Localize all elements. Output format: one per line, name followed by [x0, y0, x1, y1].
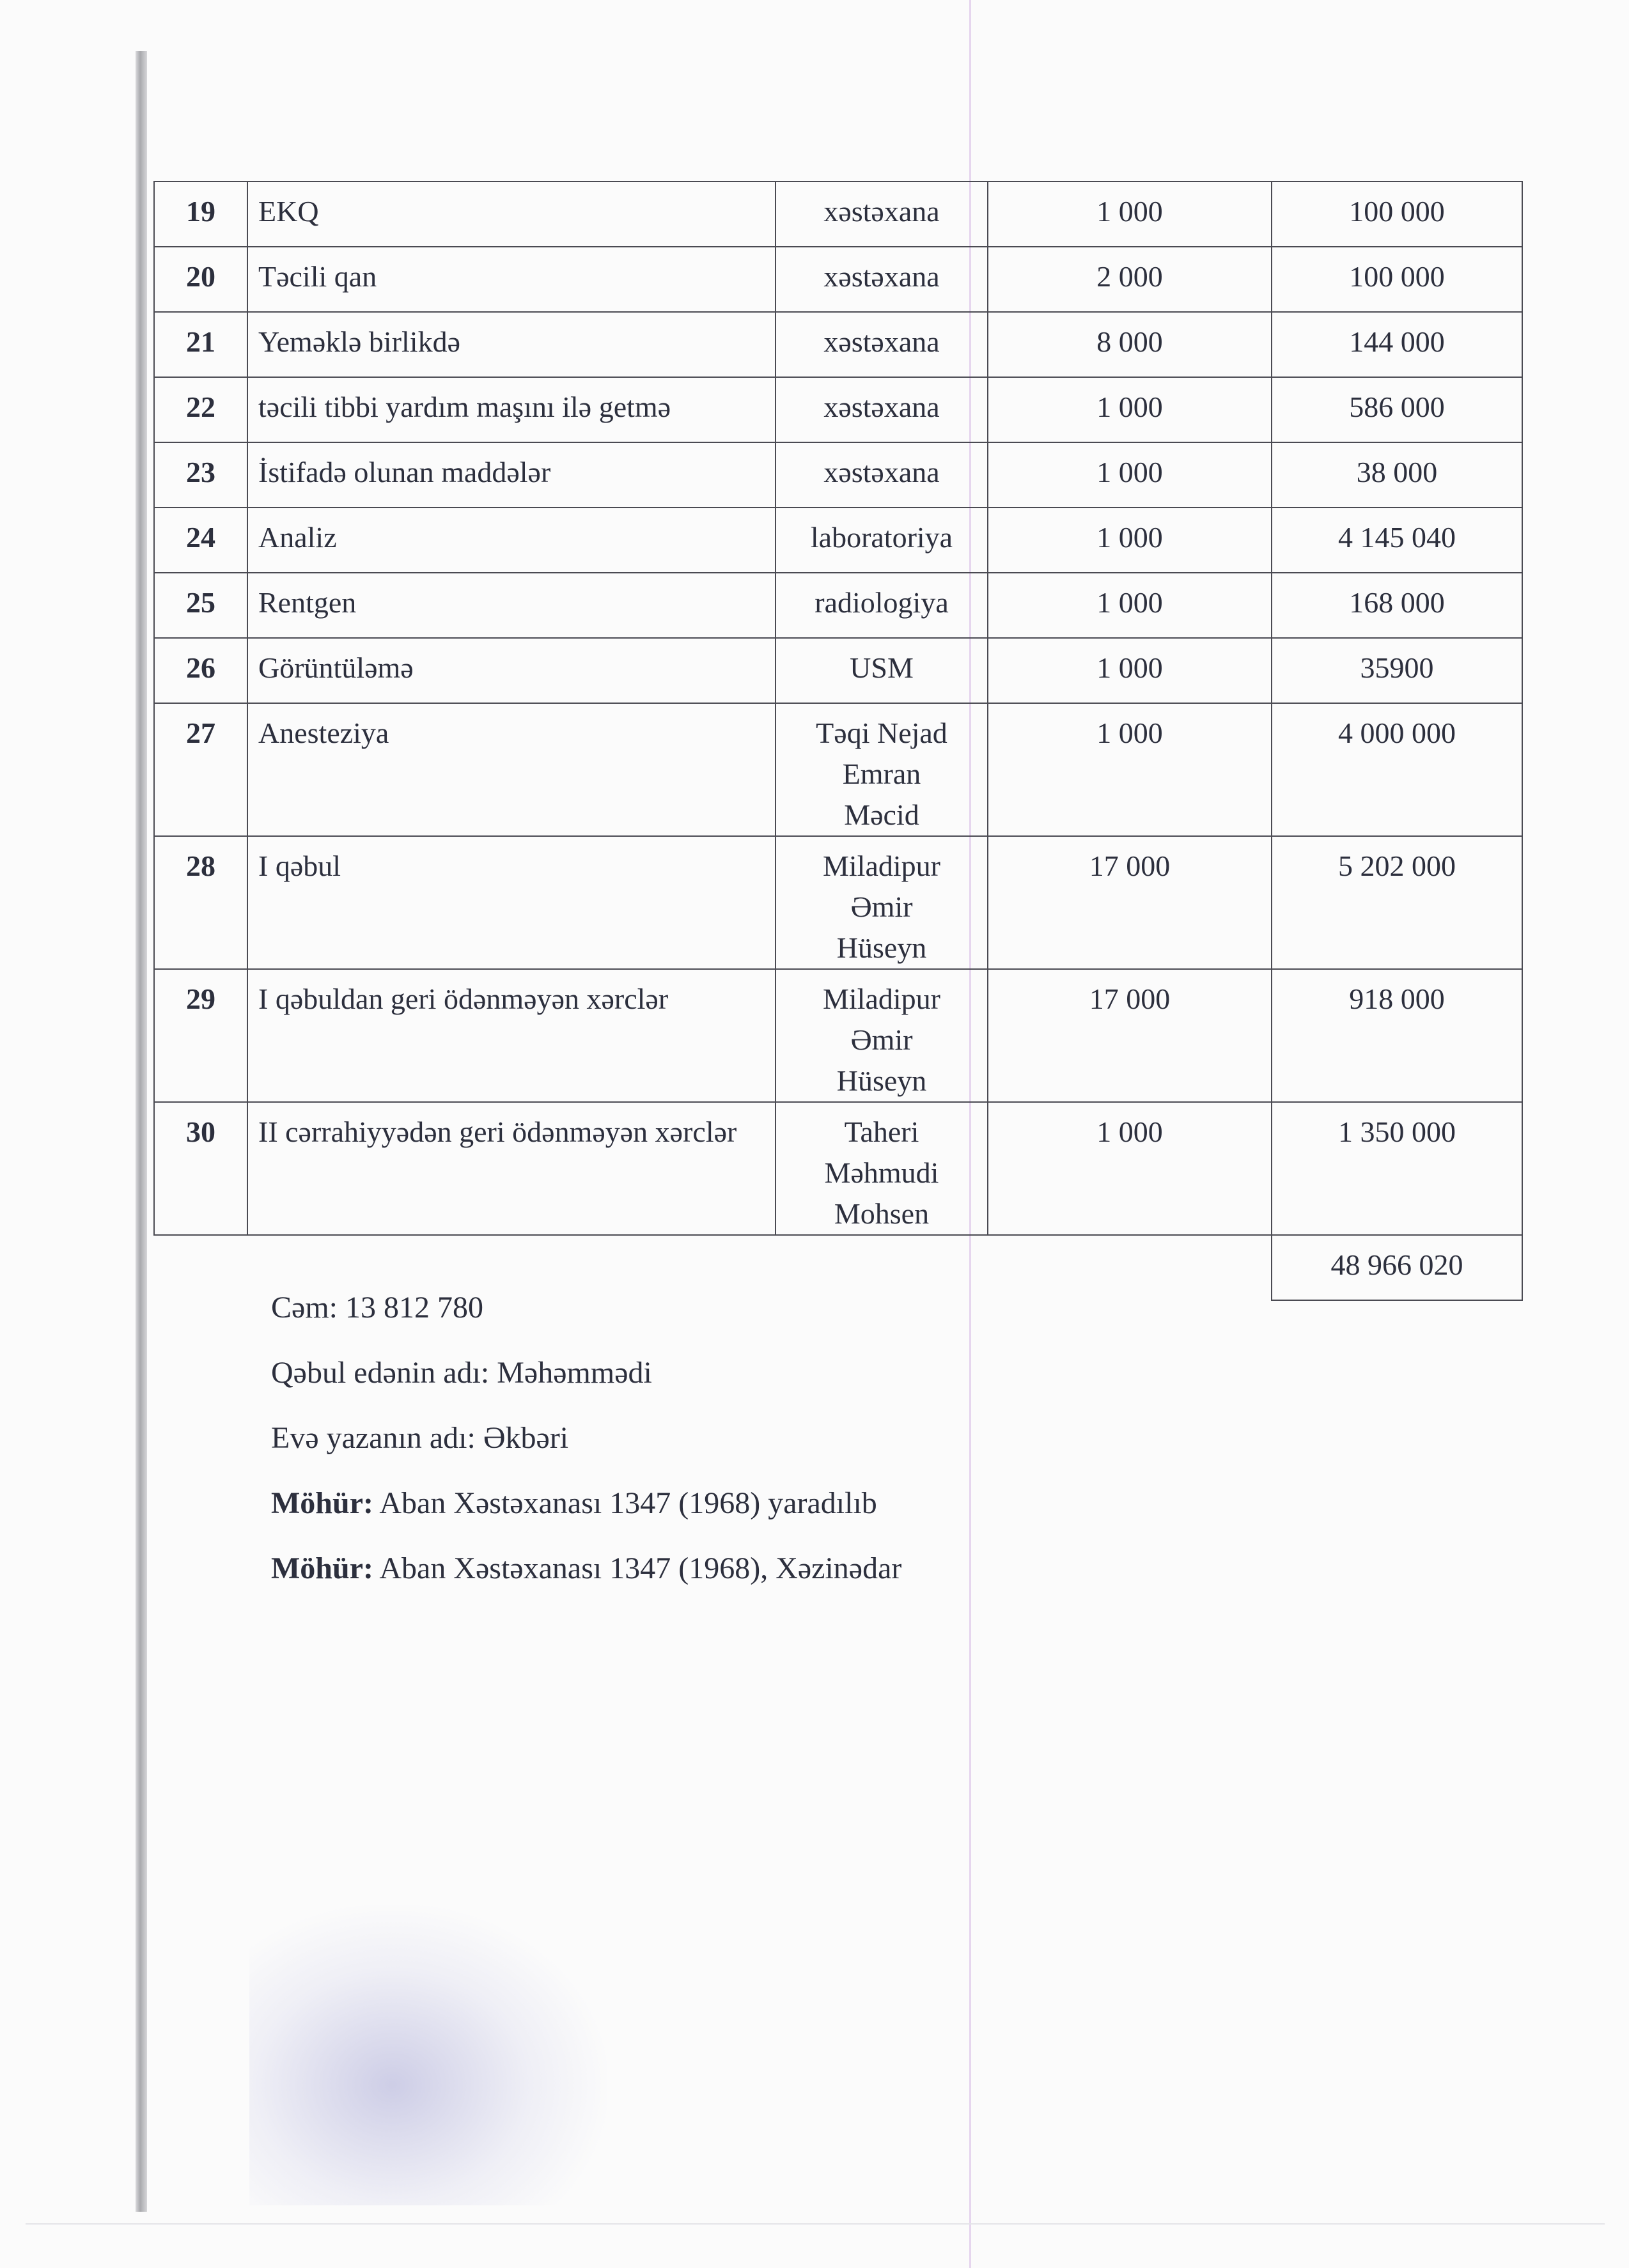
row-number: 26 [154, 638, 247, 703]
unit-price: 8 000 [988, 312, 1272, 377]
department-line: Əmir [850, 890, 913, 923]
department-line: Miladipur [823, 983, 940, 1015]
department [776, 703, 988, 836]
scan-edge-shadow [136, 51, 147, 2212]
table-row [154, 573, 1522, 638]
unit-price: 1 000 [988, 182, 1272, 247]
row-number: 28 [154, 836, 247, 969]
table-row [154, 703, 1522, 836]
department-line: Məhmudi [824, 1156, 939, 1189]
seal-text: Aban Xəstəxanası 1347 (1968), Xəzinədar [379, 1551, 902, 1585]
seal-text: Aban Xəstəxanası 1347 (1968) yaradılıb [379, 1486, 877, 1520]
receiver-line: Qəbul edənin adı: Məhəmmədi [271, 1356, 652, 1390]
amount: 918 000 [1272, 969, 1522, 1102]
unit-price: 1 000 [988, 377, 1272, 442]
unit-price: 1 000 [988, 1102, 1272, 1235]
ink-smudge [249, 1905, 607, 2205]
item-name: Rentgen [247, 573, 776, 638]
amount: 100 000 [1272, 247, 1522, 312]
table-row [154, 638, 1522, 703]
seal-label: Möhür: [271, 1486, 373, 1520]
table-row [154, 247, 1522, 312]
item-name: Yeməklə birlikdə [247, 312, 776, 377]
row-number: 30 [154, 1102, 247, 1235]
amount: 1 350 000 [1272, 1102, 1522, 1235]
department-line: laboratoriya [810, 521, 953, 554]
unit-price: 1 000 [988, 703, 1272, 836]
department-line: Məcid [844, 798, 919, 831]
unit-price: 1 000 [988, 638, 1272, 703]
department-line: Əmir [850, 1023, 913, 1056]
table-row [154, 1102, 1522, 1235]
amount: 5 202 000 [1272, 836, 1522, 969]
unit-price: 17 000 [988, 836, 1272, 969]
row-number: 23 [154, 442, 247, 508]
unit-price: 1 000 [988, 508, 1272, 573]
unit-price: 1 000 [988, 442, 1272, 508]
writer-line: Evə yazanın adı: Əkbəri [271, 1421, 569, 1455]
department [776, 969, 988, 1102]
table-row [154, 377, 1522, 442]
row-number: 19 [154, 182, 247, 247]
item-name: EKQ [247, 182, 776, 247]
department-line: xəstəxana [823, 195, 940, 228]
empty-cell [154, 1235, 247, 1300]
department-line: USM [850, 651, 914, 684]
seal-line-1 [271, 1471, 901, 1536]
row-number: 21 [154, 312, 247, 377]
amount: 35900 [1272, 638, 1522, 703]
amount: 586 000 [1272, 377, 1522, 442]
empty-cell [988, 1235, 1272, 1300]
item-name: I qəbul [247, 836, 776, 969]
department-line: xəstəxana [823, 456, 940, 488]
page-bottom-edge [26, 2223, 1605, 2225]
department-line: Hüseyn [836, 1064, 927, 1097]
department [776, 573, 988, 638]
department-line: Miladipur [823, 850, 940, 882]
seal-line-2 [271, 1536, 901, 1601]
unit-price: 2 000 [988, 247, 1272, 312]
department-line: radiologiya [814, 586, 949, 619]
cost-table [153, 181, 1523, 1301]
table-row [154, 508, 1522, 573]
department [776, 1102, 988, 1235]
document-footer [271, 1275, 901, 1601]
department [776, 312, 988, 377]
amount: 100 000 [1272, 182, 1522, 247]
row-number: 25 [154, 573, 247, 638]
row-number: 22 [154, 377, 247, 442]
amount: 4 145 040 [1272, 508, 1522, 573]
unit-price: 1 000 [988, 573, 1272, 638]
department-line: Taheri [844, 1115, 919, 1148]
item-name: Təcili qan [247, 247, 776, 312]
amount: 4 000 000 [1272, 703, 1522, 836]
table-row [154, 969, 1522, 1102]
table-row [154, 182, 1522, 247]
sum-line: Cəm: 13 812 780 [271, 1291, 483, 1324]
department [776, 442, 988, 508]
department [776, 247, 988, 312]
item-name: Analiz [247, 508, 776, 573]
table-row [154, 312, 1522, 377]
row-number: 27 [154, 703, 247, 836]
department [776, 638, 988, 703]
grand-total: 48 966 020 [1272, 1235, 1522, 1300]
item-name: II cərrahiyyədən geri ödənməyən xərclər [247, 1102, 776, 1235]
item-name: təcili tibbi yardım maşını ilə getmə [247, 377, 776, 442]
department [776, 508, 988, 573]
table-row [154, 442, 1522, 508]
department-line: xəstəxana [823, 260, 940, 293]
seal-label: Möhür: [271, 1551, 373, 1585]
row-number: 24 [154, 508, 247, 573]
department-line: Təqi Nejad [816, 717, 947, 749]
department-line: Emran [842, 757, 921, 790]
item-name: İstifadə olunan maddələr [247, 442, 776, 508]
amount: 144 000 [1272, 312, 1522, 377]
amount: 168 000 [1272, 573, 1522, 638]
table-row [154, 836, 1522, 969]
amount: 38 000 [1272, 442, 1522, 508]
unit-price: 17 000 [988, 969, 1272, 1102]
department-line: Hüseyn [836, 931, 927, 964]
cost-table-body [154, 182, 1522, 1300]
department-line: xəstəxana [823, 391, 940, 423]
row-number: 29 [154, 969, 247, 1102]
item-name: Görüntüləmə [247, 638, 776, 703]
department [776, 182, 988, 247]
row-number: 20 [154, 247, 247, 312]
department-line: xəstəxana [823, 325, 940, 358]
department-line: Mohsen [834, 1197, 930, 1230]
department [776, 836, 988, 969]
item-name: Anesteziya [247, 703, 776, 836]
department [776, 377, 988, 442]
item-name: I qəbuldan geri ödənməyən xərclər [247, 969, 776, 1102]
